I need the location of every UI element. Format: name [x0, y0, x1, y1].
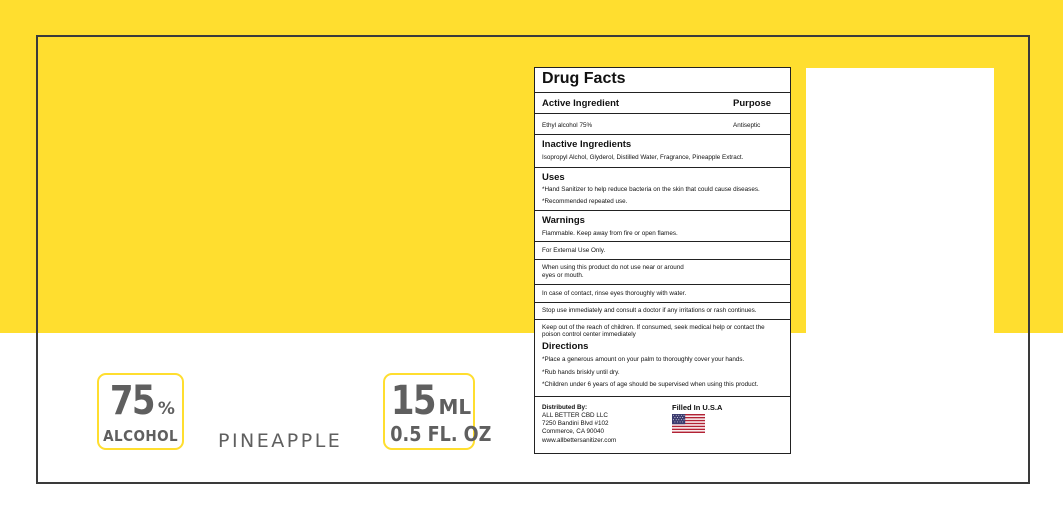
inactive-ingredients-text: Isopropyl Alchol, Glyderol, Distilled Water, Fragrance, Pineapple Extract. — [542, 154, 744, 161]
drug-facts-title-row — [535, 68, 790, 93]
distributor-section — [535, 397, 790, 453]
directions-heading: Directions — [542, 341, 589, 352]
stop-use-row — [535, 303, 790, 320]
volume-badge — [383, 373, 492, 450]
active-heading-row — [535, 93, 790, 114]
purpose-value: Antiseptic — [733, 122, 761, 129]
distributor-city: Commerce, CA 90040 — [542, 428, 604, 435]
contact-text: In case of contact, rinse eyes thoroughly with water. — [542, 290, 687, 297]
volume-ml-row — [385, 378, 473, 424]
alcohol-percent-badge — [97, 373, 184, 450]
inactive-ingredients-section — [535, 135, 790, 168]
drug-facts-title: Drug Facts — [542, 70, 626, 87]
uses-heading: Uses — [542, 172, 565, 183]
keep-out-line: Keep out of the reach of children. If consumed, seek medical help or contact the — [542, 324, 765, 331]
filled-in-usa: Filled In U.S.A — [672, 403, 723, 412]
volume-floz: 0.5 FL. OZ — [390, 422, 492, 446]
alcohol-label: ALCOHOL — [103, 427, 179, 445]
percent-sign: % — [157, 399, 175, 419]
directions-item: *Place a generous amount on your palm to thoroughly cover your hands. — [542, 356, 745, 363]
volume-number: 15 — [390, 378, 435, 424]
label-dieline-border — [36, 35, 1030, 484]
active-ingredient-row — [535, 114, 790, 135]
uses-section — [535, 168, 790, 211]
active-ingredient-heading: Active Ingredient — [542, 98, 620, 109]
distributor-name: ALL BETTER CBD LLC — [542, 412, 608, 419]
distributor-label: Distributed By: — [542, 404, 588, 411]
stop-use-text: Stop use immediately and consult a doctor if any irritations or rash continues. — [542, 307, 757, 314]
us-flag-icon — [672, 414, 705, 433]
external-use-text: For External Use Only. — [542, 247, 606, 254]
directions-item: *Children under 6 years of age should be supervised when using this product. — [542, 381, 759, 388]
uses-item: *Hand Sanitizer to help reduce bacteria on the skin that could cause diseases. — [542, 186, 760, 193]
volume-unit: ML — [438, 395, 472, 419]
uses-item: *Recommended repeated use. — [542, 198, 628, 205]
contact-row — [535, 285, 790, 303]
directions-item: *Rub hands briskly until dry. — [542, 369, 620, 376]
inactive-ingredients-heading: Inactive Ingredients — [542, 139, 632, 150]
external-use-row — [535, 242, 790, 260]
keep-out-directions-section — [535, 320, 790, 397]
us-flag-graphic — [672, 414, 705, 433]
alcohol-percent-value: 75 — [110, 378, 154, 424]
keep-out-line: poison control center immediately — [542, 331, 636, 338]
distributor-street: 7250 Bandini Blvd #102 — [542, 420, 609, 427]
flavor-name: PINEAPPLE — [218, 430, 343, 452]
eyes-warning-line: eyes or mouth. — [542, 272, 584, 279]
alcohol-percent-row — [99, 378, 182, 424]
distributor-website: www.allbettersanitizer.com — [542, 437, 617, 444]
warnings-heading: Warnings — [542, 215, 585, 226]
active-ingredient-value: Ethyl alcohol 75% — [542, 122, 593, 129]
warnings-section — [535, 211, 790, 242]
eyes-warning-line: When using this product do not use near or around — [542, 264, 684, 271]
purpose-heading: Purpose — [733, 98, 772, 109]
drug-facts-panel — [534, 67, 791, 454]
eyes-warning-row — [535, 260, 790, 285]
warnings-flammable: Flammable. Keep away from fire or open flames. — [542, 230, 678, 237]
